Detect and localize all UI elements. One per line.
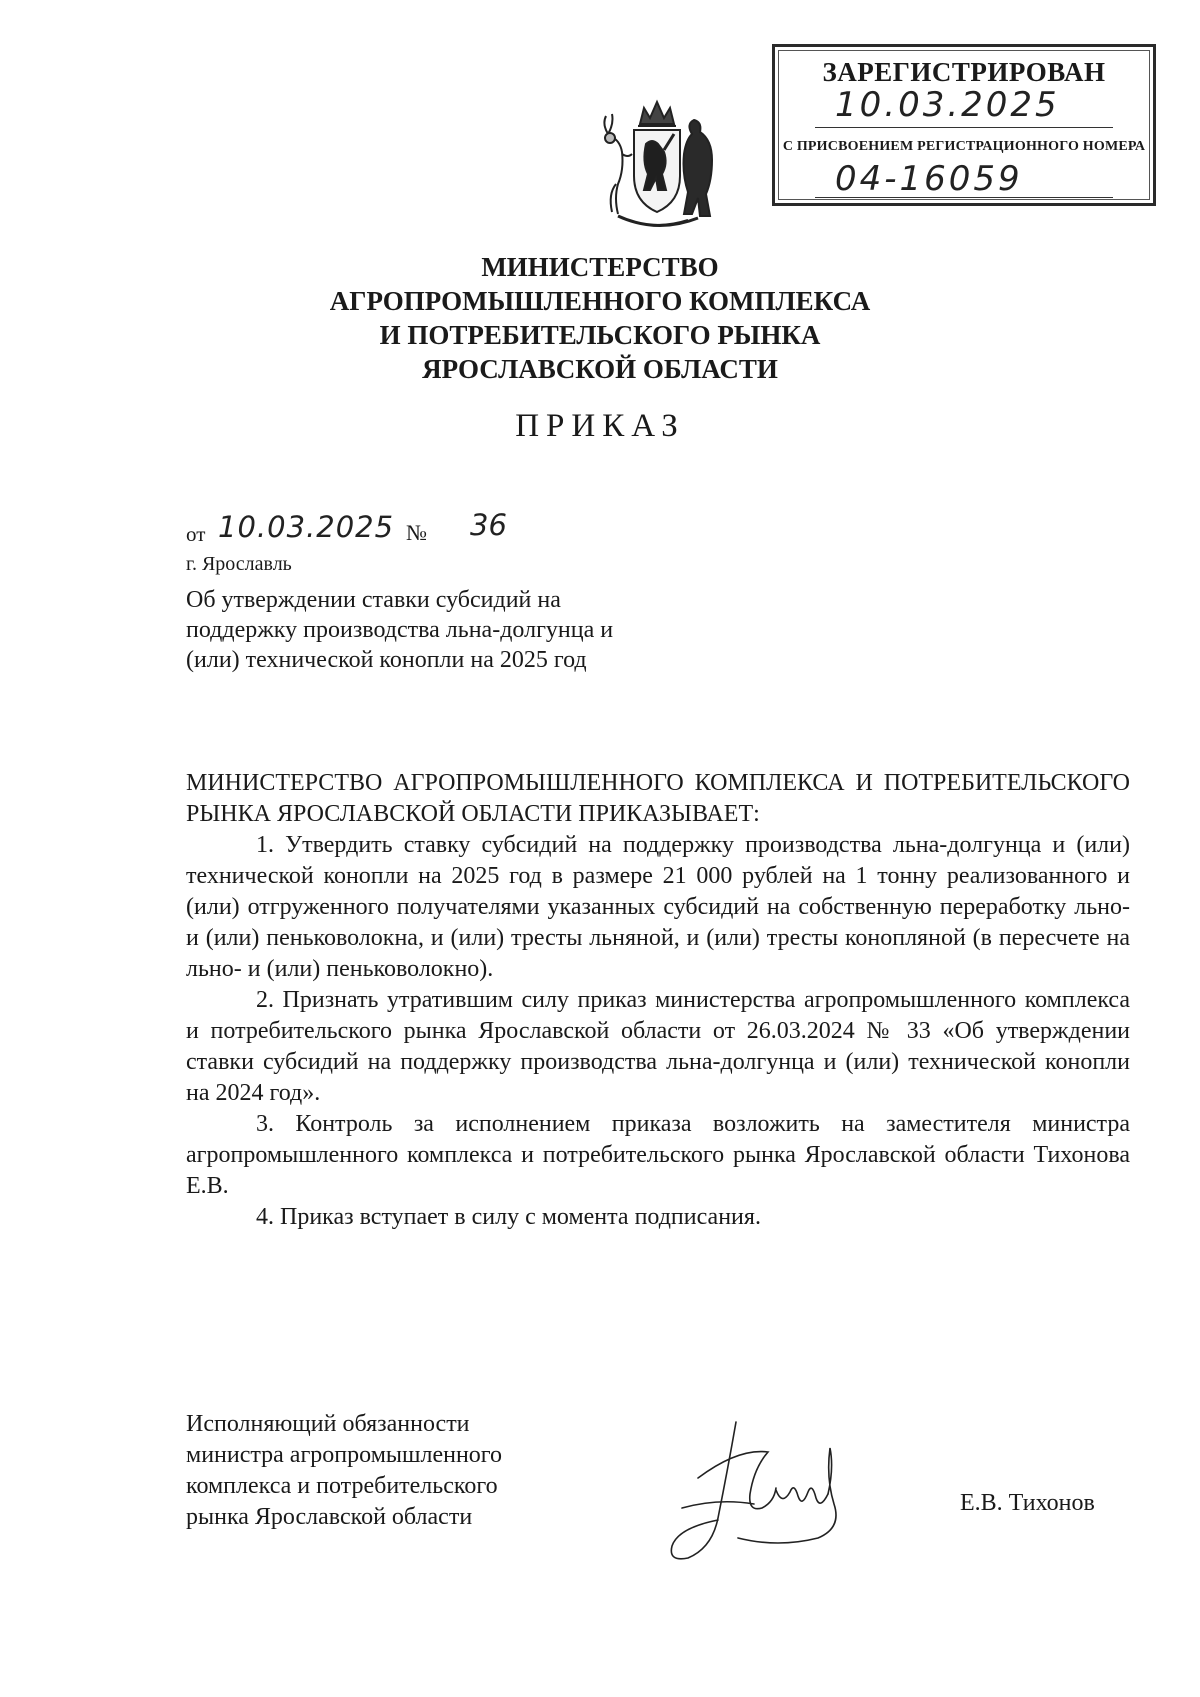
stamp-number: 04-16059 <box>835 159 1023 199</box>
order-item: 2. Признать утратившим силу приказ министерства агропромышленного комплекса и потребительского рынка Ярославской области от 26.03.2024 № 33 «Об утверждении ставки субсидий на поддержку производства льна-долгунца и (или) технической конопли на 2024 год». <box>186 987 1130 1106</box>
number-label: № <box>406 520 427 545</box>
registration-stamp <box>772 44 1156 206</box>
position-line: рынка Ярославской области <box>186 1504 473 1530</box>
order-item: 1. Утвердить ставку субсидий на поддержку производства льна-долгунца и (или) технической конопли на 2025 год в размере 21 000 рублей на 1 тонну реализованного и (или) отгруженного получателями указанных субсидий на собственную переработку льно- и (или) пеньковолокна, и (или) тресты льняной, и (или) тресты конопляной (в пересчете на льно- и (или) пеньковолокно). <box>186 832 1130 982</box>
stamp-title: ЗАРЕГИСТРИРОВАН <box>822 57 1106 87</box>
ministry-line: МИНИСТЕРСТВО <box>481 252 719 282</box>
ministry-line: ЯРОСЛАВСКОЙ ОБЛАСТИ <box>422 354 778 384</box>
stamp-date: 10.03.2025 <box>835 85 1060 125</box>
position-line: министра агропромышленного <box>186 1442 503 1468</box>
city: г. Ярославль <box>186 553 292 575</box>
stamp-divider <box>815 127 1113 128</box>
signatory-position <box>186 1409 606 1533</box>
position-line: комплекса и потребительского <box>186 1473 498 1499</box>
order-item: 4. Приказ вступает в силу с момента подписания. <box>256 1204 761 1230</box>
stamp-divider <box>815 197 1113 198</box>
handwritten-signature <box>658 1408 878 1568</box>
stamp-subtitle: С ПРИСВОЕНИЕМ РЕГИСТРАЦИОННОГО НОМЕРА <box>782 139 1146 154</box>
order-subject: Об утверждении ставки субсидий на поддержку производства льна-долгунца и (или) технической конопли на 2025 год <box>186 587 614 673</box>
order-date: 10.03.2025 <box>218 510 395 544</box>
document-type: ПРИКАЗ <box>515 408 685 444</box>
date-label: от <box>186 522 206 546</box>
order-body <box>186 768 1130 1233</box>
signatory-name: Е.В. Тихонов <box>960 1490 1095 1516</box>
position-line: Исполняющий обязанности <box>186 1411 470 1437</box>
order-preamble: МИНИСТЕРСТВО АГРОПРОМЫШЛЕННОГО КОМПЛЕКСА И ПОТРЕБИТЕЛЬСКОГО РЫНКА ЯРОСЛАВСКОЙ ОБЛАСТИ ПРИКАЗЫВАЕТ: <box>186 770 1130 827</box>
ministry-line: И ПОТРЕБИТЕЛЬСКОГО РЫНКА <box>379 320 821 350</box>
ministry-name <box>300 250 900 386</box>
coat-of-arms-icon <box>588 94 726 234</box>
order-item: 3. Контроль за исполнением приказа возложить на заместителя министра агропромышленного комплекса и потребительского рынка Ярославской области Тихонова Е.В. <box>186 1111 1130 1199</box>
order-number: 36 <box>470 508 507 542</box>
ministry-line: АГРОПРОМЫШЛЕННОГО КОМПЛЕКСА <box>329 286 871 316</box>
